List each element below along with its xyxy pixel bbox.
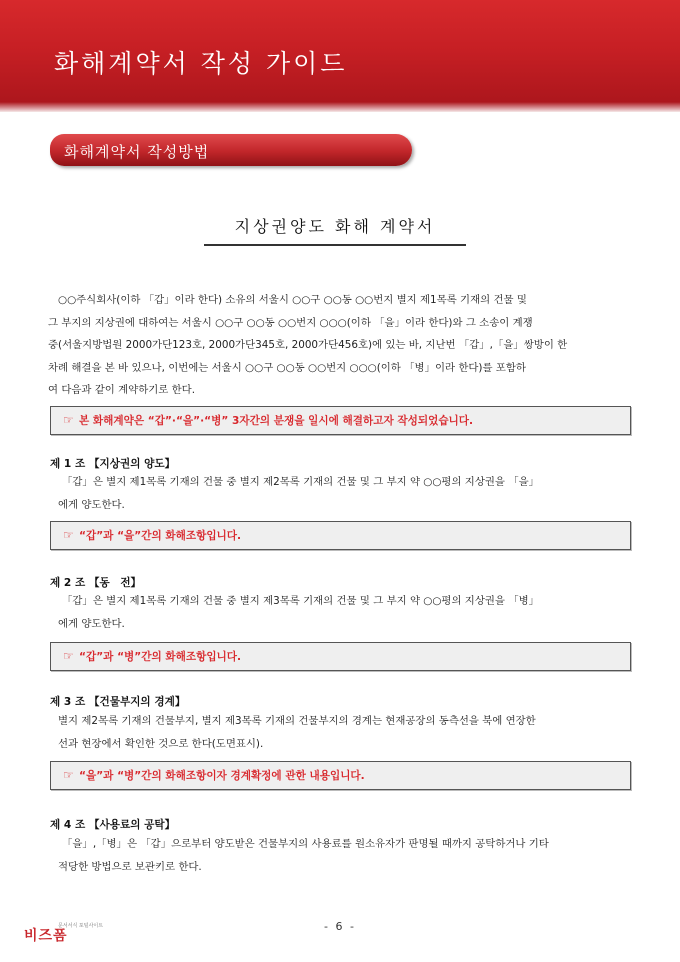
logo-text: 비즈폼 bbox=[24, 928, 68, 944]
article-line: 별지 제2목록 기재의 건물부지, 별지 제3목록 기재의 건물부지의 경계는 현재공장의 동측선을 북에 연장한 bbox=[58, 715, 536, 727]
article-1-note-text: “갑”과 “을”간의 화해조항입니다. bbox=[79, 530, 242, 542]
intro-note-text: 본 화해계약은 “갑”·“을”·“병” 3자간의 분쟁을 일시에 해결하고자 작성되었습니다. bbox=[79, 415, 474, 427]
article-line: 에게 양도한다. bbox=[58, 498, 125, 511]
article-3-body bbox=[58, 710, 632, 755]
article-line: 에게 양도한다. bbox=[58, 617, 125, 630]
pencil-note-icon: ☞ bbox=[63, 768, 74, 782]
header-title: 화해계약서 작성 가이드 bbox=[54, 49, 348, 78]
article-4-heading: 제 4 조 【사용료의 공탁】 bbox=[50, 819, 176, 831]
article-1-heading: 제 1 조 【지상권의 양도】 bbox=[50, 458, 176, 470]
article-1-note-box bbox=[50, 521, 631, 550]
article-line: 「을」,「병」은 「갑」으로부터 양도받은 건물부지의 사용료를 원소유자가 판명될 때까지 공탁하거나 기타 bbox=[62, 838, 549, 850]
page-header bbox=[0, 0, 680, 112]
document-title: 지상권양도 화해 계약서 bbox=[204, 214, 466, 246]
logo-tagline: 문서서식 포털사이트 bbox=[58, 923, 104, 929]
intro-line: 차례 해결을 본 바 있으나, 이번에는 서울시 ○○구 ○○동 ○○번지 ○○○(이하 「병」이라 한다)를 포함하 bbox=[48, 361, 526, 374]
page-number: - 6 - bbox=[324, 920, 356, 933]
pencil-note-icon: ☞ bbox=[63, 649, 74, 663]
intro-line: ○○주식회사(이하 「갑」이라 한다) 소유의 서울시 ○○구 ○○동 ○○번지 별지 제1목록 기재의 건물 및 bbox=[58, 294, 527, 306]
article-2-heading: 제 2 조 【동 전】 bbox=[50, 577, 142, 589]
article-3-note-box bbox=[50, 761, 631, 790]
bizforms-logo[interactable] bbox=[22, 920, 104, 946]
article-3-heading: 제 3 조 【건물부지의 경계】 bbox=[50, 696, 186, 708]
pencil-note-icon: ☞ bbox=[63, 413, 74, 427]
intro-line: 그 부지의 지상권에 대하여는 서울시 ○○구 ○○동 ○○번지 ○○○(이하 「을」이라 한다)와 그 소송이 계쟁 bbox=[48, 316, 533, 329]
section-tab bbox=[50, 134, 412, 166]
article-line: 「갑」은 별지 제1목록 기재의 건물 중 별지 제2목록 기재의 건물 및 그 부지 약 ○○평의 지상권을 「을」 bbox=[62, 476, 540, 488]
article-3-note-text: “을”과 “병”간의 화해조항이자 경계확정에 관한 내용입니다. bbox=[79, 770, 365, 782]
article-line: 선과 현장에서 확인한 것으로 한다(도면표시). bbox=[58, 737, 264, 750]
article-line: 적당한 방법으로 보관키로 한다. bbox=[58, 860, 202, 873]
intro-line: 중(서울지방법원 2000가단123호, 2000가단345호, 2000가단456호)에 있는 바, 지난번 「갑」,「을」쌍방이 한 bbox=[48, 339, 568, 352]
article-line: 「갑」은 별지 제1목록 기재의 건물 중 별지 제3목록 기재의 건물 및 그 부지 약 ○○평의 지상권을 「병」 bbox=[62, 595, 540, 607]
intro-note-box bbox=[50, 406, 631, 435]
article-1-body bbox=[58, 471, 632, 516]
intro-line: 여 다음과 같이 계약하기로 한다. bbox=[48, 384, 195, 397]
pencil-note-icon: ☞ bbox=[63, 528, 74, 542]
article-2-note-box bbox=[50, 642, 631, 671]
article-2-note-text: “갑”과 “병”간의 화해조항입니다. bbox=[79, 651, 242, 663]
intro-paragraph bbox=[48, 289, 634, 402]
article-4-body bbox=[58, 833, 632, 878]
article-2-body bbox=[58, 590, 632, 635]
section-tab-label: 화해계약서 작성방법 bbox=[64, 143, 210, 161]
